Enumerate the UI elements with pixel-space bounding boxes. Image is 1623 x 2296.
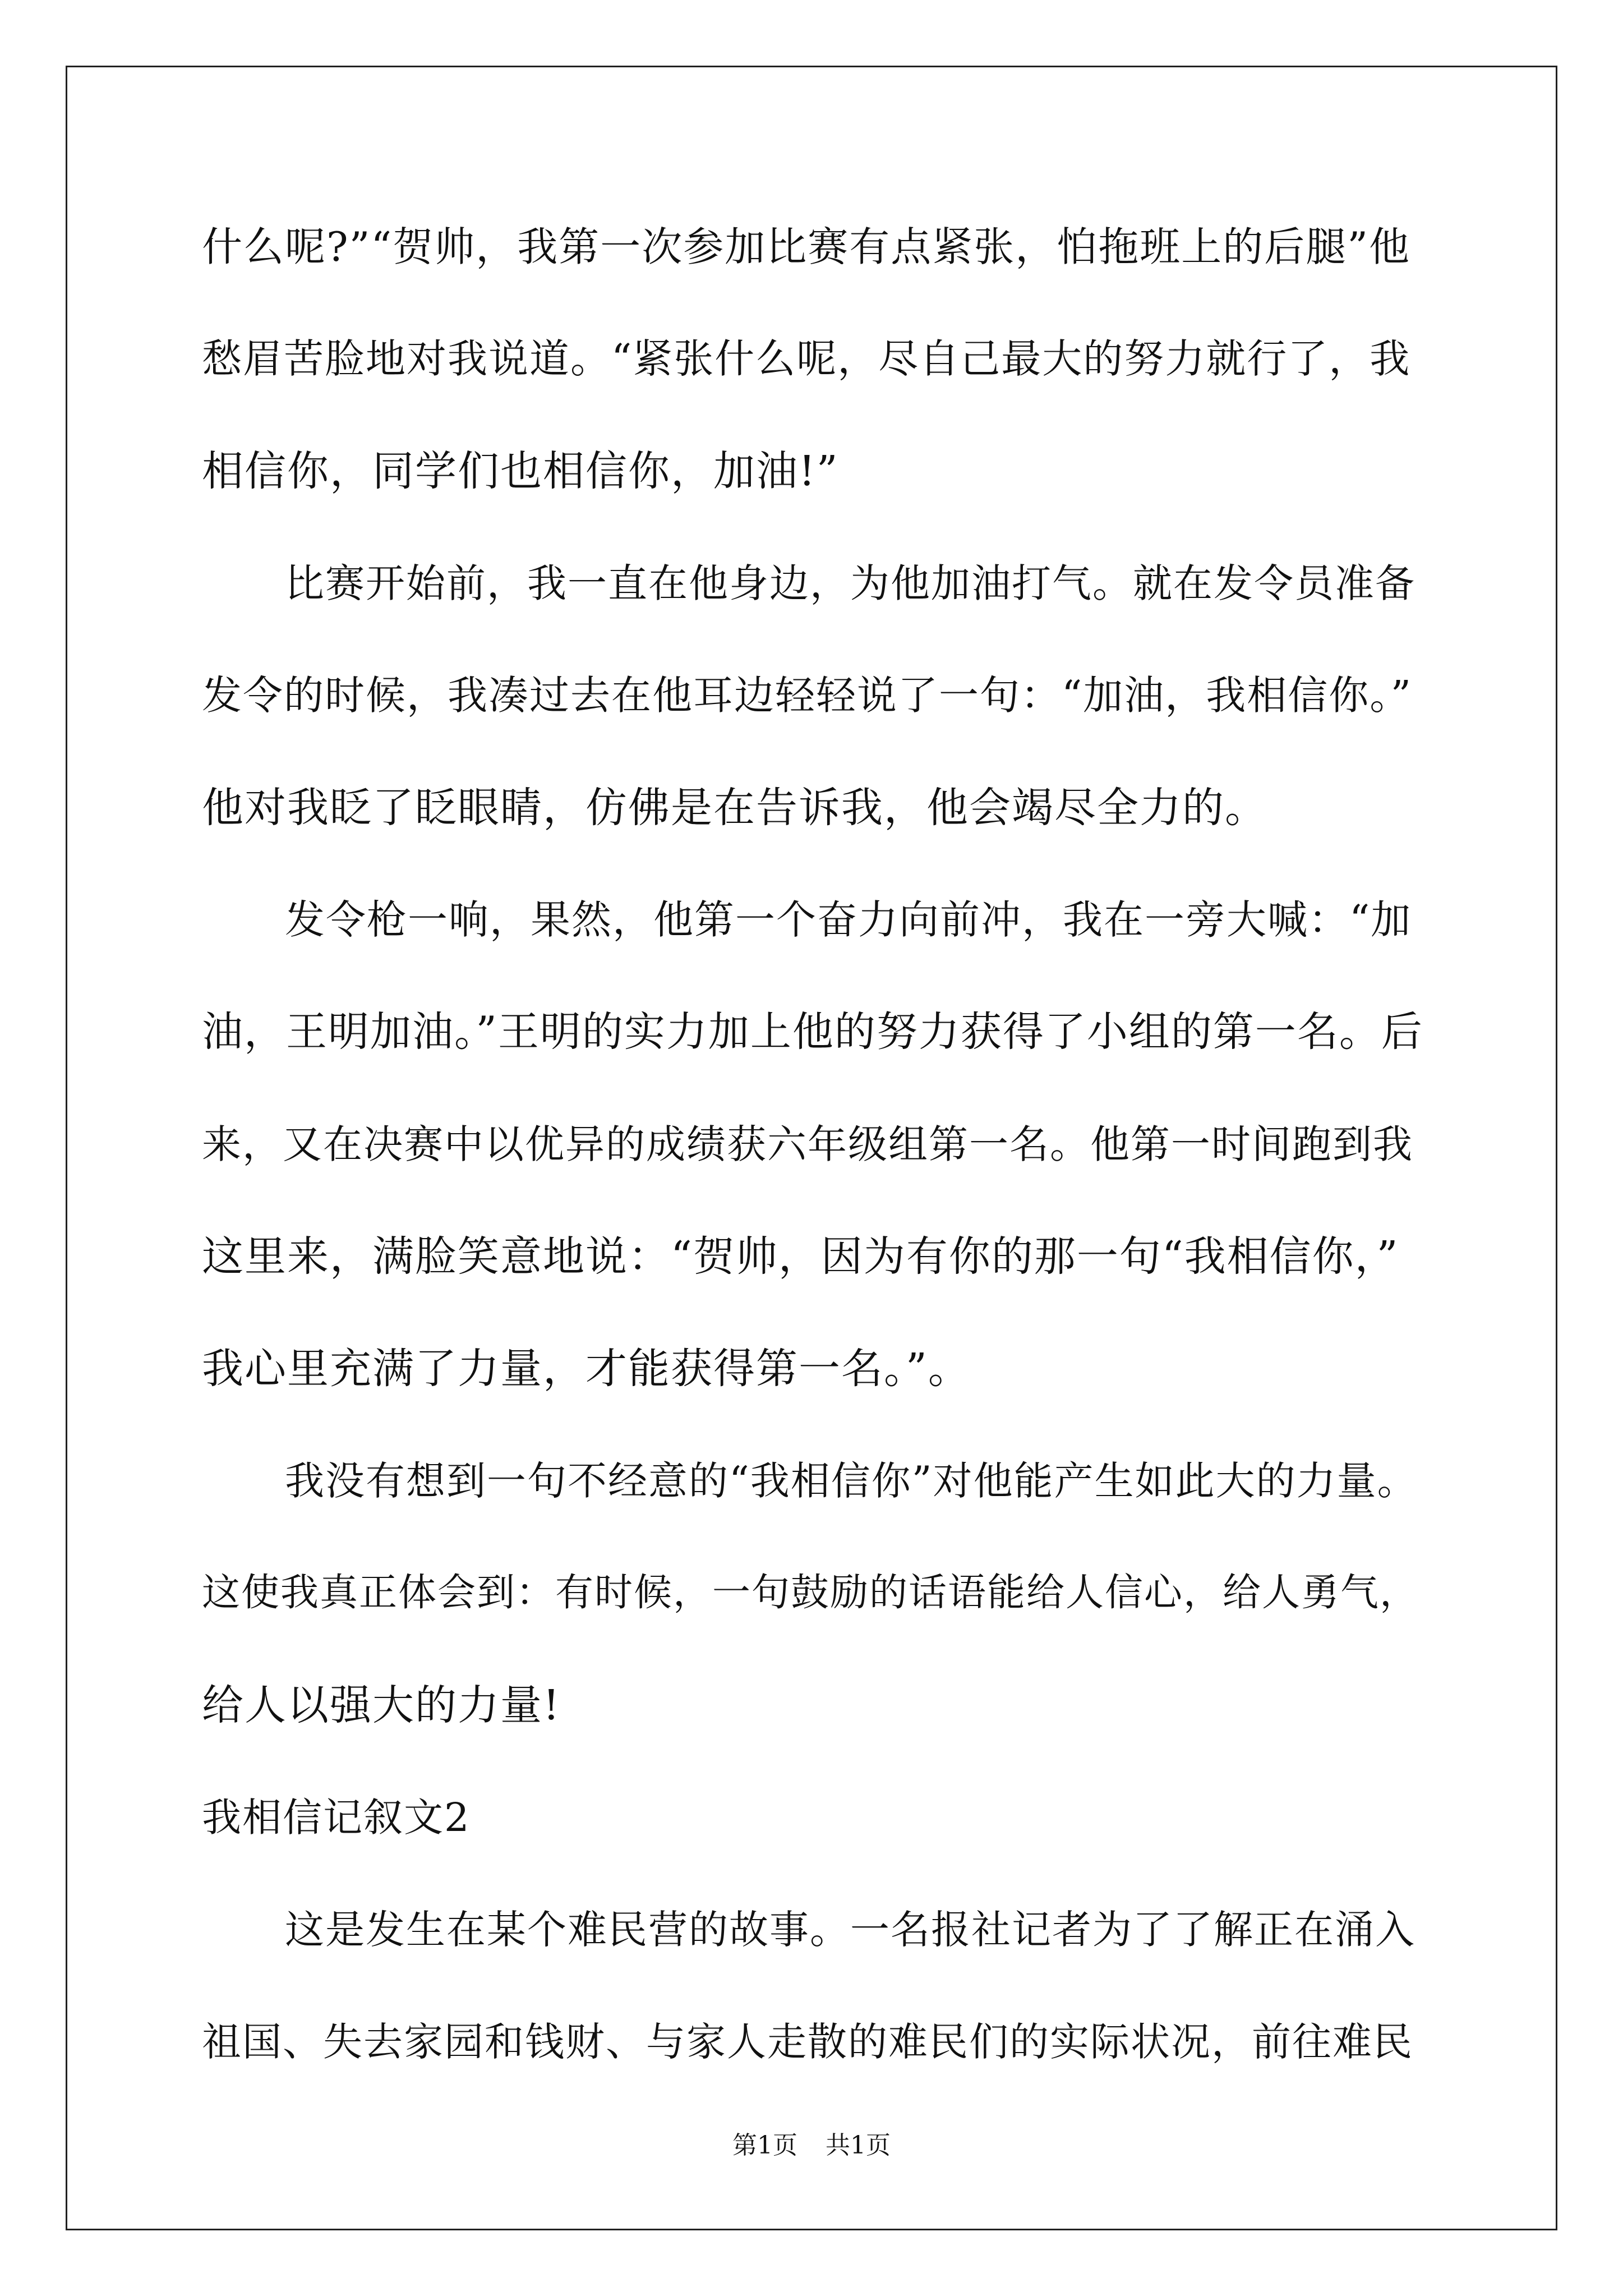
text-line: 我没有想到一句不经意的“我相信你”对他能产生如此大的力量。 (285, 1458, 1418, 1504)
text-line: 愁眉苦脸地对我说道。“紧张什么呢，尽自己最大的努力就行了，我 (202, 335, 1411, 382)
page-number-current: 第1页 (732, 2131, 797, 2160)
text-line: 我心里充满了力量，才能获得第一名。”。 (202, 1345, 971, 1393)
page-footer (0, 2129, 1623, 2162)
text-line: 这是发生在某个难民营的故事。一名报社记者为了了解正在涌入 (285, 1907, 1415, 1953)
section-heading: 我相信记叙文2 (202, 1795, 471, 1841)
page-number-total: 共1页 (826, 2131, 891, 2160)
text-line: 祖国、失去家园和钱财、与家人走散的难民们的实际状况，前往难民 (202, 2019, 1413, 2065)
text-line: 相信你，同学们也相信你，加油!” (202, 447, 839, 495)
text-line: 他对我眨了眨眼睛，仿佛是在告诉我，他会竭尽全力的。 (202, 784, 1267, 832)
text-line: 什么呢?”“贺帅，我第一次参加比赛有点紧张，怕拖班上的后腿”他 (202, 223, 1411, 270)
text-line: 发令的时候，我凑过去在他耳边轻轻说了一句：“加油，我相信你。” (202, 672, 1413, 719)
text-line: 比赛开始前，我一直在他身边，为他加油打气。就在发令员准备 (285, 560, 1415, 606)
text-line: 发令枪一响，果然，他第一个奋力向前冲，我在一旁大喊：“加 (285, 896, 1412, 943)
text-line: 给人以强大的力量! (202, 1681, 561, 1729)
text-line: 来，又在决赛中以优异的成绩获六年级组第一名。他第一时间跑到我 (202, 1121, 1413, 1167)
text-line: 油，王明加油。”王明的实力加上他的努力获得了小组的第一名。后 (202, 1008, 1423, 1056)
text-line: 这使我真正体会到：有时候，一句鼓励的话语能给人信心，给人勇气， (202, 1571, 1419, 1615)
text-line: 这里来，满脸笑意地说：“贺帅，因为有你的那一句“我相信你，” (202, 1232, 1399, 1281)
